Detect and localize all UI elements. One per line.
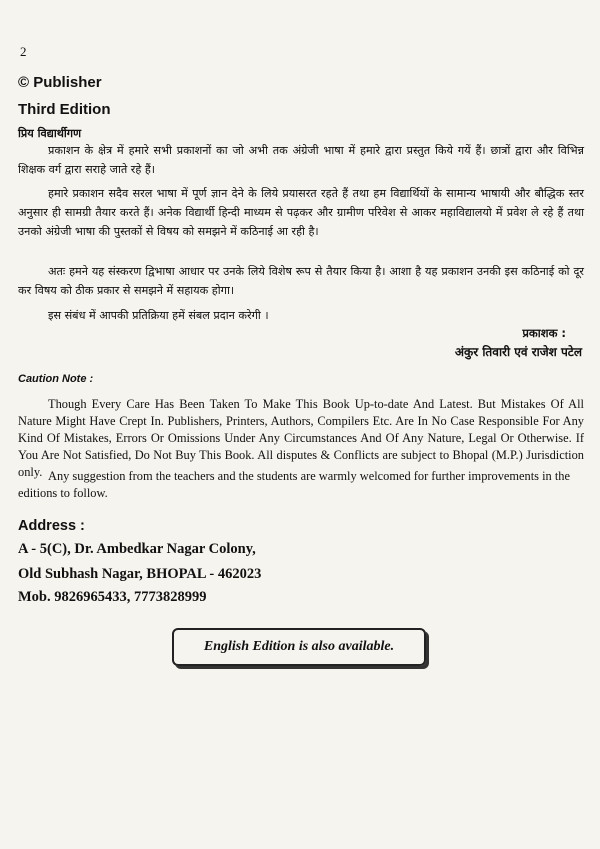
caution-body: Though Every Care Has Been Taken To Make This Book Up-to-date And Latest. But Mistakes Of All Nature Might Have Crept In. Publishers, Printers, Authors, Compilers Etc. Are In No Case Responsible For Any Kind Of Mistakes, Errors Or Omissions Under Any Circumstances And Of Any Nature, Legal Or Otherwise. If You Are Not Satisfied, Do Not Buy This Book. All disputes & Conflicts are subject to Bhopal (M.P.) Jurisdiction only. [18, 397, 584, 479]
hindi-paragraph-2: हमारे प्रकाशन सदैव सरल भाषा में पूर्ण ज्ञान देने के लिये प्रयासरत रहते हैं तथा हम विद्यार्थियों के सामान्य भाषायी और बौद्धिक स्तर अनुसार ही सामग्री तैयार करते हैं। अनेक विद्यार्थी हिन्दी माध्यम से पढ़कर और ग्रामीण परिवेश से आकर महाविद्यालयो में प्रवेश ले रहे हैं तथा उनको अंग्रेजी भाषा की पुस्तकों से विषय को समझने में कठिनाई आ रही है। [18, 187, 584, 238]
english-edition-box: English Edition is also available. [172, 628, 426, 666]
address-title: Address : [18, 518, 85, 534]
caution-title: Caution Note : [18, 373, 94, 385]
hindi-paragraph-3: अतः हमने यह संस्करण द्विभाषा आधार पर उनके लिये विशेष रूप से तैयार किया है। आशा है यह प्रकाशन उनकी इस कठिनाई को दूर कर विषय को ठीक प्रकार से समझने में सहायक होगा। [18, 265, 584, 297]
hindi-greeting: प्रिय विद्यार्थीगण [18, 127, 82, 140]
signature-names: अंकुर तिवारी एवं राजेश पटेल [454, 345, 582, 359]
address-line-1: A - 5(C), Dr. Ambedkar Nagar Colony, [18, 541, 256, 557]
page-number: 2 [20, 44, 27, 59]
address-phone: Mob. 9826965433, 7773828999 [18, 589, 207, 605]
edition-label: Third Edition [18, 101, 111, 118]
hindi-paragraph-1: प्रकाशन के क्षेत्र में हमारे सभी प्रकाशनों का जो अभी तक अंग्रेजी भाषा में हमारे द्वारा प्रस्तुत किये गयें हैं। छात्रों द्वारा और विभिन्न शिक्षक वर्ग द्वारा सराहे जाते रहे हैं। [18, 144, 584, 176]
suggestion-text: Any suggestion from the teachers and the students are warmly welcomed for further improvements in the editions to follow. [18, 469, 570, 500]
address-line-2: Old Subhash Nagar, BHOPAL - 462023 [18, 566, 262, 582]
hindi-paragraph-4: इस संबंध में आपकी प्रतिक्रिया हमें संबल प्रदान करेगी । [48, 309, 269, 322]
publisher-copyright: © Publisher [18, 74, 102, 91]
signature-label: प्रकाशक : [522, 326, 566, 340]
